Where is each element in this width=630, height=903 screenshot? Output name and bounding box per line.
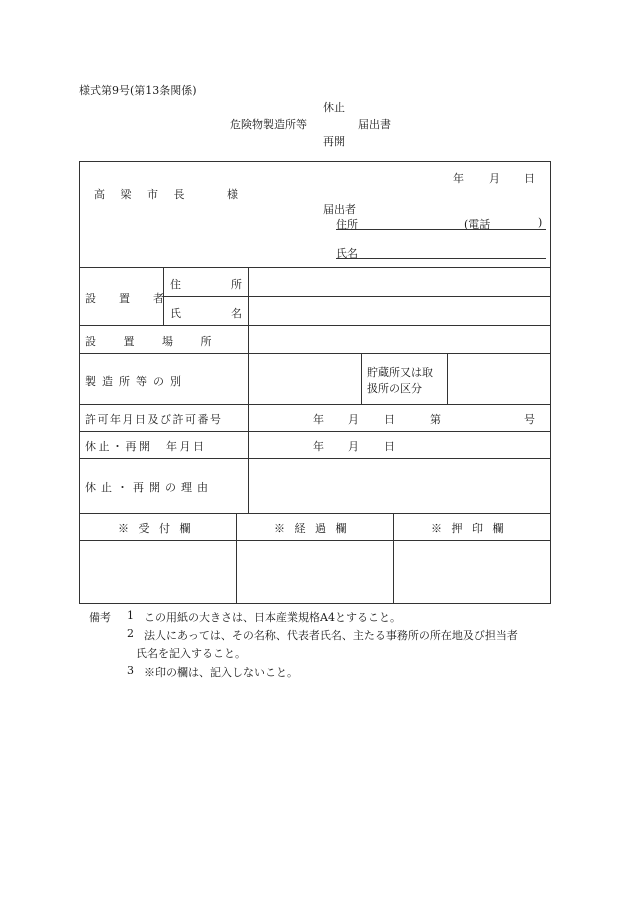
permit-label: 許可年月日及び許可番号 [85,413,223,426]
title-middle-right: 届出書 [358,118,391,131]
submitter-label: 届出者 [323,203,356,216]
note-3-text: ※印の欄は、記入しないこと。 [144,666,298,679]
name-underline [336,258,546,259]
table-line [236,513,237,604]
note-3-num: 3 [127,664,134,677]
suspend-month: 月 [348,440,359,453]
table-line [361,353,362,404]
table-line [447,353,448,404]
note-1-num: 1 [127,609,134,622]
reason-label: 休止・再開の理由 [85,481,213,494]
table-line [163,296,551,297]
reception-header: ※ 受 付 欄 [118,522,194,535]
date-month: 月 [489,172,500,185]
note-2-cont: 氏名を記入すること。 [136,647,246,660]
title-middle-left: 危険物製造所等 [230,118,307,131]
suspend-year: 年 [313,440,324,453]
progress-header: ※ 経 過 欄 [274,522,350,535]
installer-name-b: 名 [231,307,242,320]
installer-name-a: 氏 [170,307,181,320]
name-label: 氏名 [336,247,358,260]
note-2-text: 法人にあっては、その名称、代表者氏名、主たる事務所の所在地及び担当者 [144,629,518,642]
storage-type-label-1: 貯蔵所又は取 [367,366,433,379]
suspend-day: 日 [384,440,395,453]
table-line [79,404,551,405]
date-year: 年 [453,172,464,185]
form-number: 様式第9号(第13条関係) [79,84,197,97]
installer-address-a: 住 [170,278,181,291]
note-2-num: 2 [127,627,134,640]
location-label: 設 置 場 所 [85,335,224,348]
installer-address-b: 所 [231,278,242,291]
seal-header: ※ 押 印 欄 [431,522,507,535]
addressee: 高 梁 市 長 [94,188,191,201]
facility-type-label: 製造所等の別 [85,375,187,388]
storage-type-label-2: 扱所の区分 [367,382,422,395]
addressee-honorific: 様 [227,188,238,201]
date-day: 日 [524,172,535,185]
table-line [248,267,249,513]
table-line [393,513,394,604]
table-line [79,353,551,354]
table-line [79,458,551,459]
installer-label: 設 置 者 [85,292,170,305]
title-top: 休止 [323,101,345,114]
permit-month: 月 [348,413,359,426]
table-line [79,325,551,326]
table-line [79,267,551,268]
notes-heading: 備考 [89,611,111,624]
permit-day: 日 [384,413,395,426]
table-line [79,513,551,514]
note-1-text: この用紙の大きさは、日本産業規格A4とすること。 [144,611,401,624]
permit-dai: 第 [430,413,441,426]
phone-close: ) [538,216,543,229]
phone-label: (電話 [464,218,491,231]
table-line [79,431,551,432]
table-line [79,540,551,541]
address-label: 住所 [336,218,358,231]
address-underline [336,229,546,230]
permit-year: 年 [313,413,324,426]
permit-go: 号 [524,413,535,426]
title-bottom: 再開 [323,135,345,148]
suspend-date-label: 休止・再開 年月日 [85,440,207,453]
